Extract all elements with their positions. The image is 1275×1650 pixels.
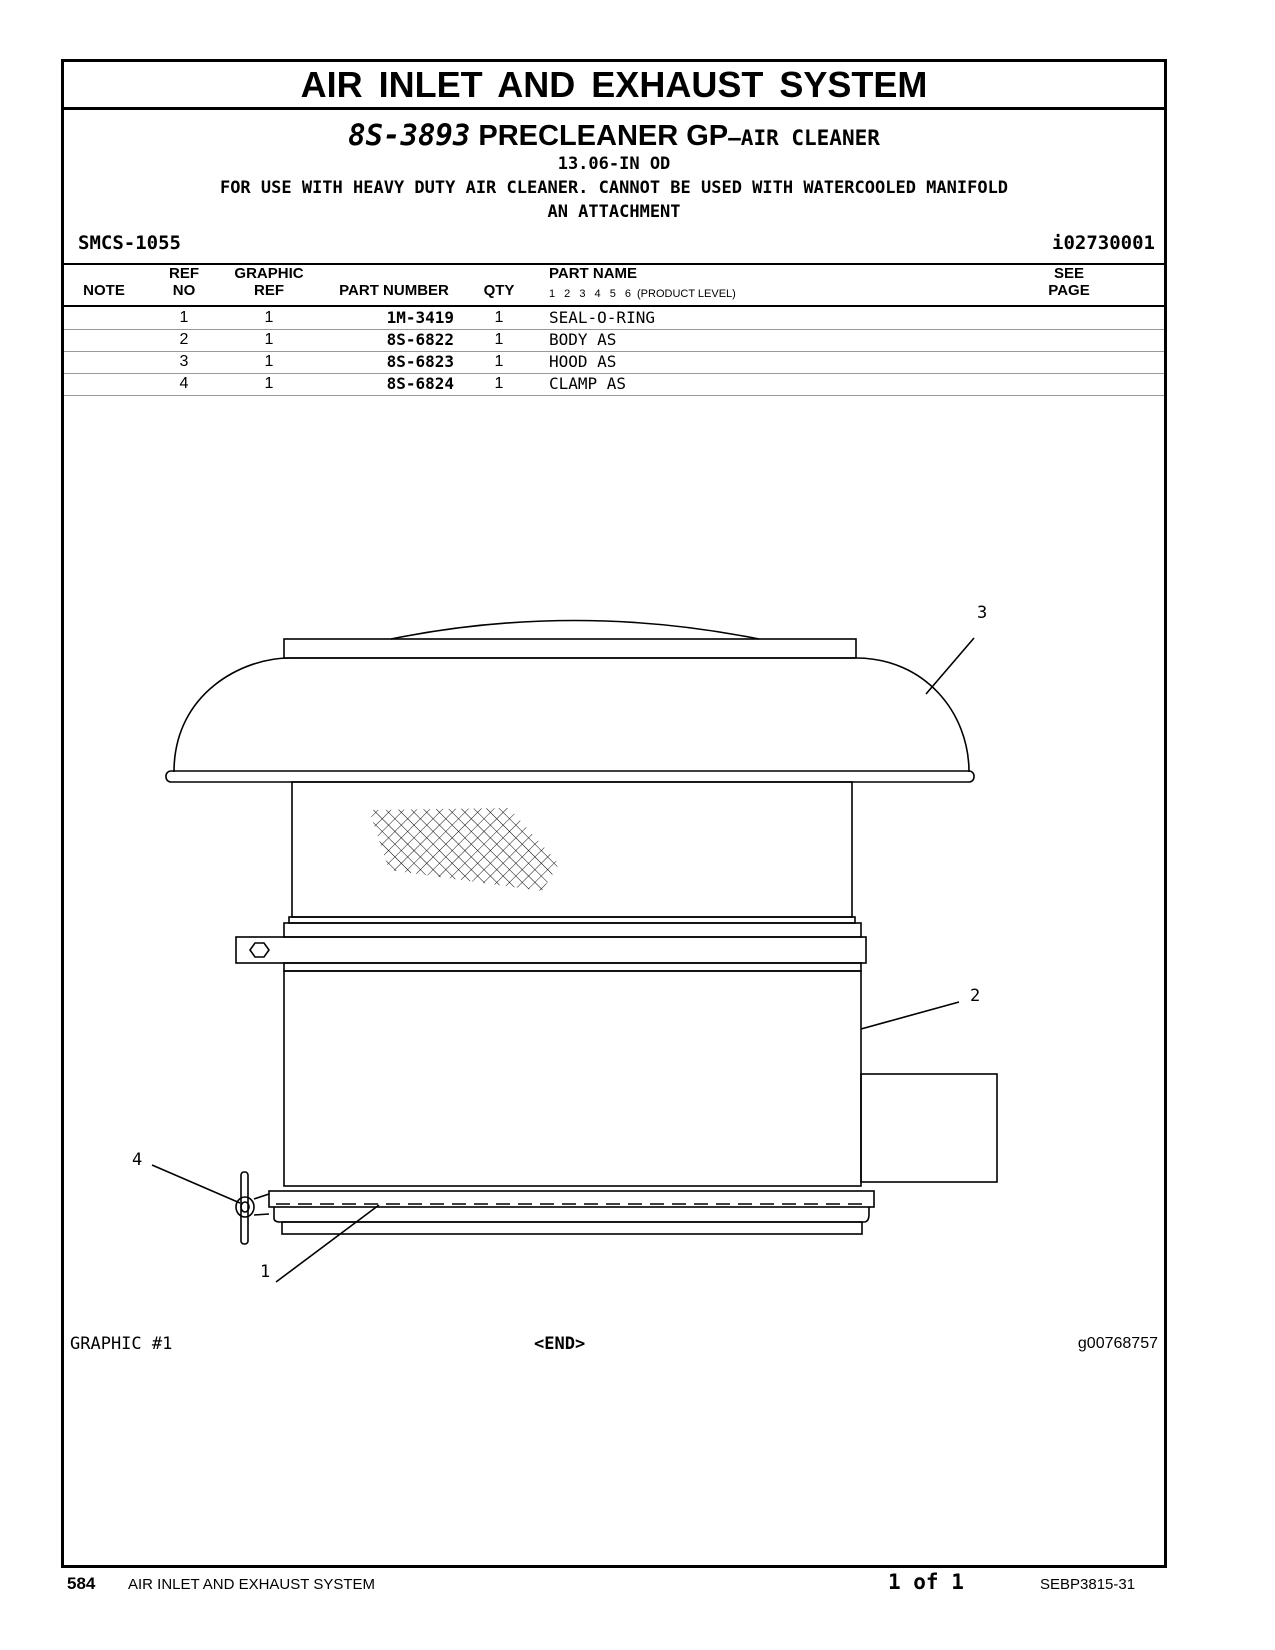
body-shell — [284, 971, 861, 1186]
table-row — [64, 329, 1164, 352]
screen-section — [292, 782, 852, 917]
row-ref-no: 2 — [179, 331, 189, 348]
col-ref-no-line1: REF — [169, 265, 199, 282]
row-part-number: 1M-3419 — [386, 308, 454, 327]
hood-rim — [166, 771, 974, 782]
col-see-page — [1039, 265, 1099, 299]
table-row — [64, 307, 1164, 330]
group-desc-3: AN ATTACHMENT — [547, 202, 681, 222]
product-level-label: (PRODUCT LEVEL) — [637, 288, 736, 300]
col-part-number: PART NUMBER — [339, 282, 449, 299]
row-part-name: CLAMP AS — [549, 374, 627, 393]
group-desc-2: FOR USE WITH HEAVY DUTY AIR CLEANER. CANNOT BE USED WITH WATERCOOLED MANIFOLD — [219, 178, 1009, 198]
side-outlet — [861, 1074, 997, 1182]
row-part-name: BODY AS — [549, 330, 617, 349]
illustration-id: i02730001 — [1052, 232, 1155, 254]
group-desc-1: 13.06-IN OD — [557, 154, 671, 174]
row-part-name: HOOD AS — [549, 352, 617, 371]
row-ref-no: 3 — [179, 353, 189, 370]
col-graphic-ref-line1: GRAPHIC — [234, 265, 304, 282]
body-bottom-lip — [282, 1222, 862, 1234]
col-graphic-ref-line2: REF — [254, 282, 284, 299]
group-name: PRECLEANER GP — [478, 120, 729, 152]
product-levels — [549, 288, 736, 300]
section-title: AIR INLET AND EXHAUST SYSTEM — [64, 62, 1164, 110]
graphic-number: g00768757 — [1077, 1335, 1158, 1352]
row-graphic-ref: 1 — [264, 309, 274, 326]
row-part-number: 8S-6824 — [386, 374, 454, 393]
graphic-label: GRAPHIC #1 — [70, 1334, 173, 1354]
hex-bolt-icon — [250, 943, 269, 957]
col-qty: QTY — [483, 282, 515, 299]
row-ref-no: 4 — [179, 375, 189, 392]
row-part-number: 8S-6822 — [386, 330, 454, 349]
hood-cap-curve — [391, 621, 759, 640]
row-qty: 1 — [494, 375, 504, 392]
hood-top-plate — [284, 639, 856, 658]
clamp-latch-handle — [241, 1172, 248, 1244]
footer-section: AIR INLET AND EXHAUST SYSTEM — [128, 1576, 376, 1593]
page-frame — [61, 59, 1167, 1568]
clamp-latch-eye — [236, 1197, 254, 1217]
col-note: NOTE — [83, 282, 125, 299]
table-row — [64, 373, 1164, 396]
screen-band — [289, 917, 855, 923]
body-upper-band — [284, 923, 861, 937]
table-row — [64, 351, 1164, 374]
screen-mesh — [369, 808, 559, 891]
leader-3 — [926, 638, 974, 694]
row-qty: 1 — [494, 353, 504, 370]
col-part-name: PART NAME — [549, 265, 638, 282]
footer-doc-number: SEBP3815-31 — [1040, 1576, 1136, 1593]
callout-1: 1 — [260, 1262, 271, 1282]
leader-1 — [276, 1205, 379, 1282]
footer-page-number: 584 — [67, 1574, 96, 1593]
callout-4: 4 — [132, 1150, 143, 1170]
precleaner-drawing — [64, 602, 1164, 1322]
clamp-band — [236, 937, 866, 963]
col-ref-no — [159, 265, 209, 299]
clamp-lower-edge — [284, 963, 861, 971]
hood-dome — [174, 658, 969, 772]
row-graphic-ref: 1 — [264, 331, 274, 348]
leader-2 — [861, 1002, 959, 1029]
footer-page-of: 1 of 1 — [888, 1570, 964, 1594]
seal-ring-lower — [274, 1207, 869, 1222]
group-title — [64, 118, 1164, 155]
row-qty: 1 — [494, 331, 504, 348]
row-graphic-ref: 1 — [264, 375, 274, 392]
callout-3: 3 — [977, 603, 988, 623]
product-level-numbers: 1 2 3 4 5 6 — [549, 288, 631, 300]
leader-4 — [152, 1165, 240, 1203]
col-see-page-line1: SEE — [1053, 265, 1084, 282]
clamp-latch-link — [254, 1194, 269, 1215]
callout-2: 2 — [970, 986, 981, 1006]
col-graphic-ref — [229, 265, 309, 299]
row-ref-no: 1 — [179, 309, 189, 326]
row-part-number: 8S-6823 — [386, 352, 454, 371]
row-graphic-ref: 1 — [264, 353, 274, 370]
group-subname: —AIR CLEANER — [728, 126, 880, 150]
row-part-name: SEAL-O-RING — [549, 308, 655, 327]
end-marker: <END> — [534, 1334, 586, 1354]
col-ref-no-line2: NO — [172, 282, 196, 299]
col-see-page-line2: PAGE — [1048, 282, 1090, 299]
row-qty: 1 — [494, 309, 504, 326]
group-part-number: 8S-3893 — [348, 118, 471, 152]
smcs-code: SMCS-1055 — [78, 232, 181, 254]
